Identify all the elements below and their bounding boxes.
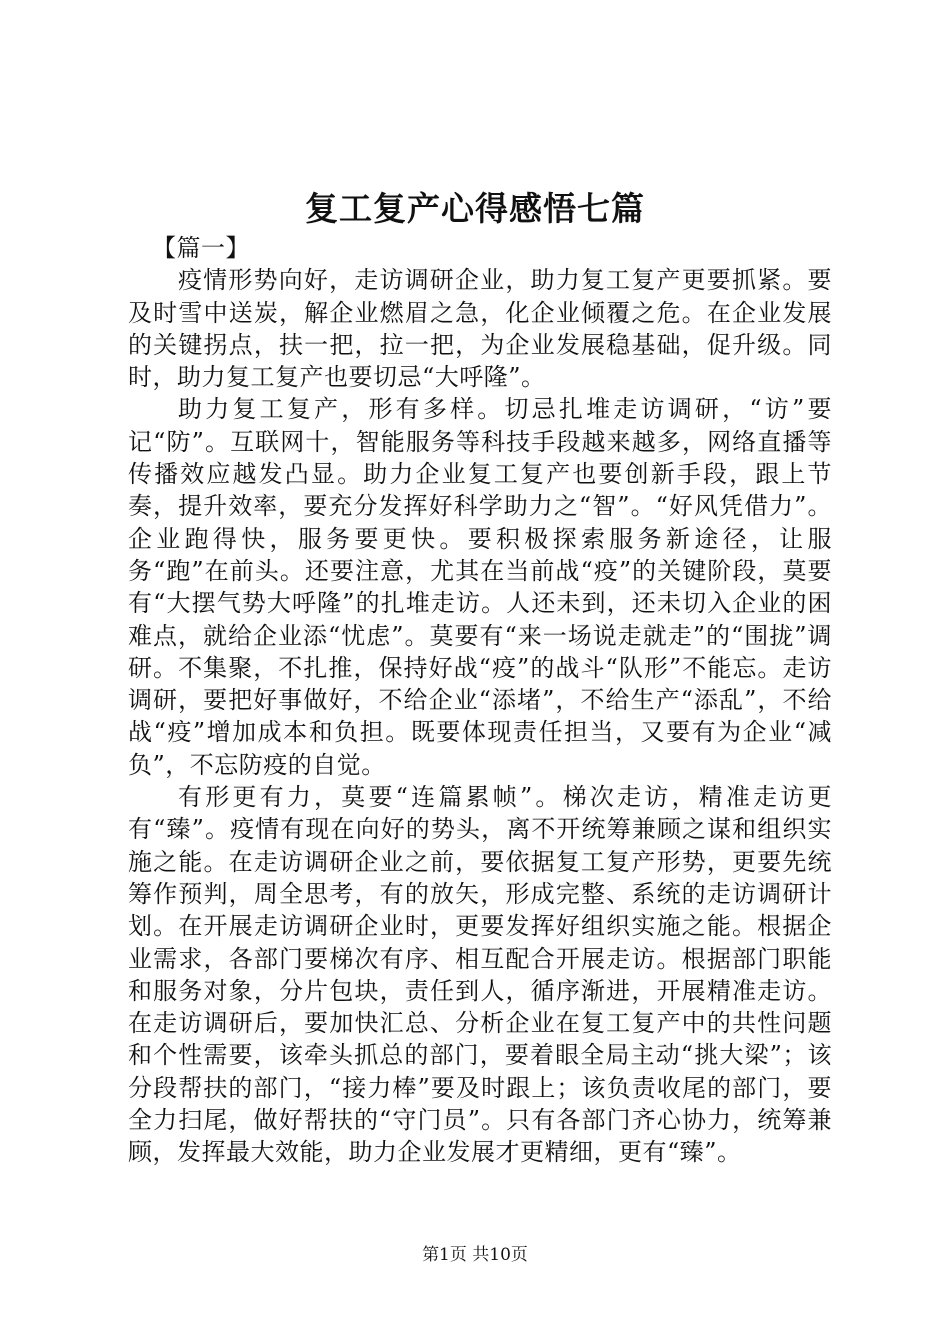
paragraph-2: 助力复工复产，形有多样。切忌扎堆走访调研，“访”要记“防”。互联网十，智能服务等科技手段越来越多，网络直播等传播效应越发凸显。助力企业复工复产也要创新手段，跟上节奏，提升效率，要充分发挥好科学助力之“智”。“好风凭借力”。企业跑得快，服务要更快。要积极探索服务新途径，让服务“跑”在前头。还要注意，尤其在当前战“疫”的关键阶段，莫要有“大摆气势大呼隆”的扎堆走访。人还未到，还未切入企业的困难点，就给企业添“忧虑”。莫要有“来一场说走就走”的“围拢”调研。不集聚，不扎推，保持好战“疫”的战斗“队形”不能忘。走访调研，要把好事做好，不给企业“添堵”，不给生产“添乱”，不给战“疫”增加成本和负担。既要体现责任担当，又要有为企业“减负”，不忘防疫的自觉。	[128, 395, 832, 779]
page-footer: 第1页 共10页	[422, 1245, 528, 1265]
section-label: 【篇一】	[152, 234, 250, 262]
paragraph-3: 有形更有力，莫要“连篇累帧”。梯次走访，精准走访更有“臻”。疫情有现在向好的势头，离不开统筹兼顾之谋和组织实施之能。在走访调研企业之前，要依据复工复产形势，更要先统筹作预判，周全思考，有的放矢，形成完整、系统的走访调研计划。在开展走访调研企业时，更要发挥好组织实施之能。根据企业需求，各部门要梯次有序、相互配合开展走访。根据部门职能和服务对象，分片包块，责任到人，循序渐进，开展精准走访。在走访调研后，要加快汇总、分析企业在复工复产中的共性问题和个性需要，该牵头抓总的部门，要着眼全局主动“挑大梁”；该分段帮扶的部门，“接力棒”要及时跟上；该负责收尾的部门，要全力扫尾，做好帮扶的“守门员”。只有各部门齐心协力，统筹兼顾，发挥最大效能，助力企业发展才更精细，更有“臻”。	[128, 783, 832, 1167]
document-body	[128, 232, 832, 1169]
paragraph-1: 疫情形势向好，走访调研企业，助力复工复产更要抓紧。要及时雪中送炭，解企业燃眉之急，化企业倾覆之危。在企业发展的关键拐点，扶一把，拉一把，为企业发展稳基础，促升级。同时，助力复工复产也要切忌“大呼隆”。	[128, 266, 832, 392]
document-title: 复工复产心得感悟七篇	[305, 189, 645, 228]
